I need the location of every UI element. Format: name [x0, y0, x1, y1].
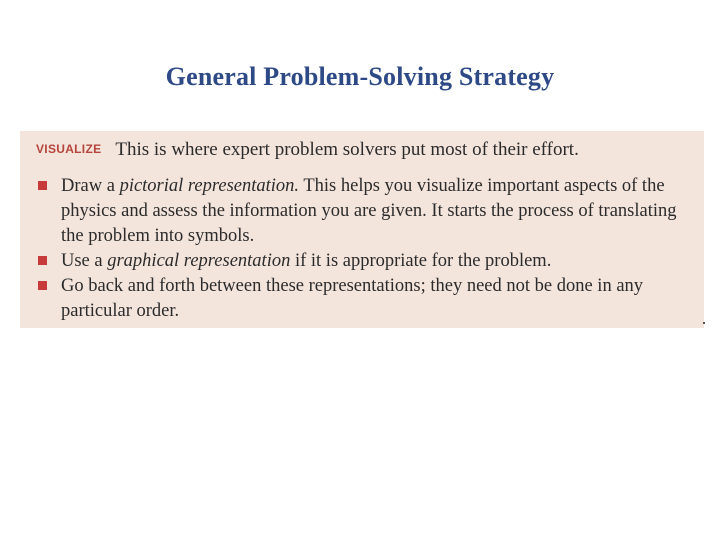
list-item	[34, 174, 694, 249]
panel-intro: This is where expert problem solvers put most of their effort.	[115, 139, 579, 160]
stray-dot	[703, 322, 705, 324]
bullet-text-post: if it is appropriate for the problem.	[290, 251, 552, 271]
bullet-text-pre: Go back and forth between these representations; they need not be done in any particular order.	[61, 276, 644, 321]
square-bullet-icon	[38, 281, 47, 290]
bullet-text-pre: Draw a	[61, 176, 120, 196]
list-item	[34, 249, 694, 274]
visualize-tag: VISUALIZE	[36, 142, 102, 156]
bullet-text-emphasis: pictorial representation.	[119, 176, 300, 196]
bullet-text-pre: Use a	[61, 251, 108, 271]
page-title: General Problem-Solving Strategy	[165, 62, 555, 91]
bullet-text-post: This helps you visualize important aspects of the physics and assess the information you are given. It starts the process of translating the problem into symbols.	[61, 176, 677, 246]
list-item	[34, 274, 694, 324]
visualize-panel	[20, 131, 704, 328]
panel-header	[36, 139, 579, 161]
bullet-list	[34, 174, 694, 324]
square-bullet-icon	[38, 181, 47, 190]
square-bullet-icon	[38, 256, 47, 265]
bullet-text-emphasis: graphical representation	[107, 251, 291, 271]
